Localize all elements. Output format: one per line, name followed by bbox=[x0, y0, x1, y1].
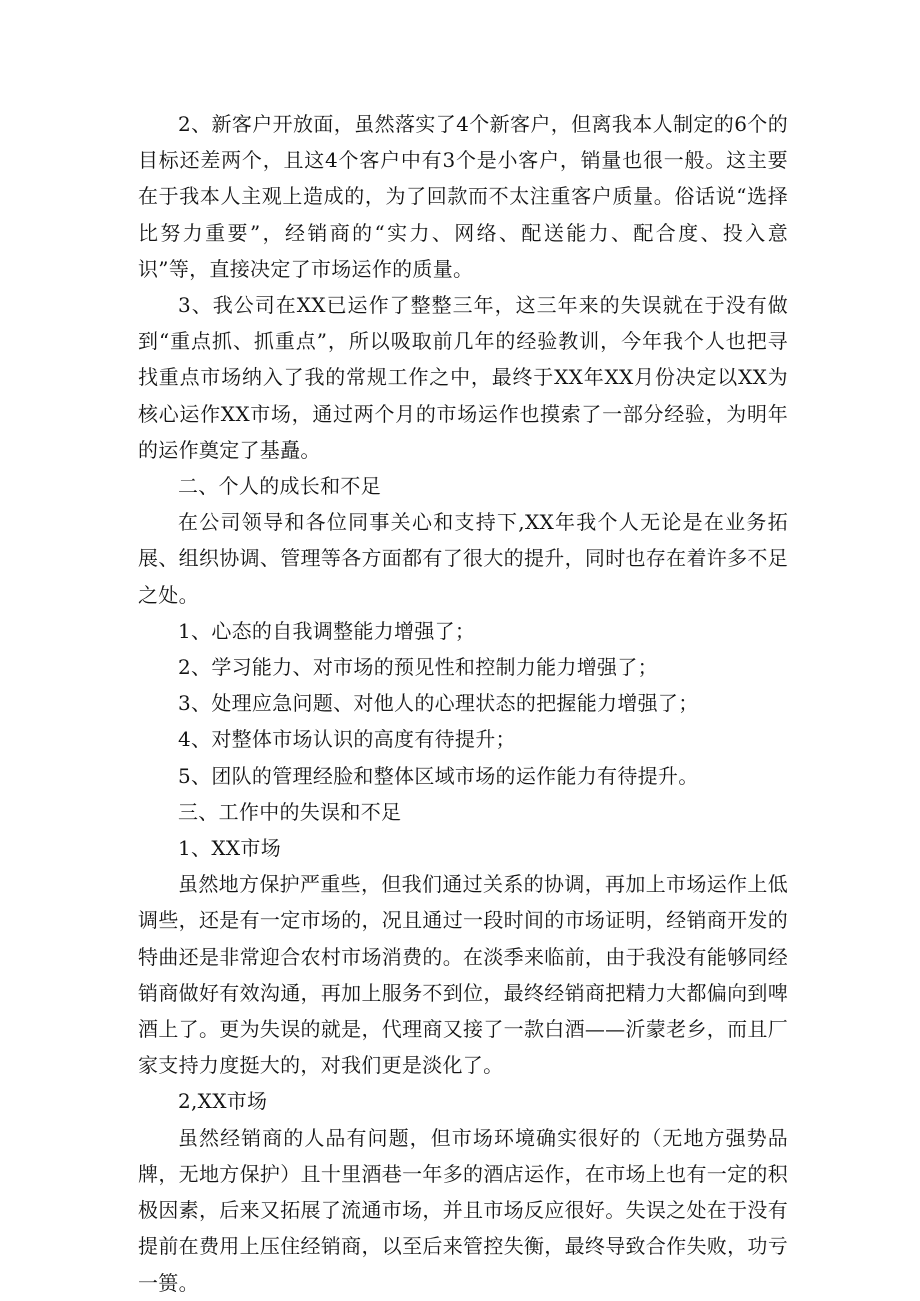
paragraph-three-years: 3、我公司在XX已运作了整整三年，这三年来的失误就在于没有做到“重点抓、抓重点”，所以吸取前几年的经验教训，今年我个人也把寻找重点市场纳入了我的常规工作之中，最终于XX年XX月份决定以XX为核心运作XX市场，通过两个月的市场运作也摸索了一部分经验，为明年的运作奠定了基矗。 bbox=[138, 293, 788, 462]
section-heading-mistakes: 三、工作中的失误和不足 bbox=[178, 799, 402, 824]
subheading-market-2: 2,XX市场 bbox=[178, 1089, 268, 1114]
paragraph-market-1: 虽然地方保护严重些，但我们通过关系的协调，再加上市场运作上低调些，还是有一定市场的，况且通过一段时间的市场证明，经销商开发的特曲还是非常迎合农村市场消费的。在淡季来临前，由于我没有能够同经销商做好有效沟通，再加上服务不到位，最终经销商把精力大都偏向到啤酒上了。更为失误的就是，代理商又接了一款白酒——沂蒙老乡，而且厂家支持力度挺大的，对我们更是淡化了。 bbox=[138, 872, 788, 1078]
section-heading-growth: 二、个人的成长和不足 bbox=[178, 474, 381, 499]
list-item-2: 2、学习能力、对市场的预见性和控制力能力增强了； bbox=[178, 655, 658, 680]
list-item-4: 4、对整体市场认识的高度有待提升； bbox=[178, 727, 516, 752]
document-body bbox=[138, 106, 788, 1301]
subheading-market-1: 1、XX市场 bbox=[178, 836, 282, 861]
paragraph-market-2: 虽然经销商的人品有问题，但市场环境确实很好的（无地方强势品牌，无地方保护）且十里酒巷一年多的酒店运作，在市场上也有一定的积极因素，后来又拓展了流通市场，并且市场反应很好。失误之处在于没有提前在费用上压住经销商，以至后来管控失衡，最终导致合作失败，功亏一篑。 bbox=[138, 1125, 788, 1295]
paragraph-new-clients: 2、新客户开放面，虽然落实了4个新客户，但离我本人制定的6个的目标还差两个，且这4个客户中有3个是小客户，销量也很一般。这主要在于我本人主观上造成的，为了回款而不太注重客户质量。俗话说“选择比努力重要”，经销商的“实力、网络、配送能力、配合度、投入意识”等，直接决定了市场运作的质量。 bbox=[138, 112, 788, 281]
paragraph-growth-intro: 在公司领导和各位同事关心和支持下,XX年我个人无论是在业务拓展、组织协调、管理等各方面都有了很大的提升，同时也存在着许多不足之处。 bbox=[138, 510, 788, 607]
list-item-1: 1、心态的自我调整能力增强了； bbox=[178, 618, 476, 643]
list-item-5: 5、团队的管理经脸和整体区域市场的运作能力有待提升。 bbox=[178, 763, 699, 788]
list-item-3: 3、处理应急问题、对他人的心理状态的把握能力增强了； bbox=[178, 691, 699, 716]
